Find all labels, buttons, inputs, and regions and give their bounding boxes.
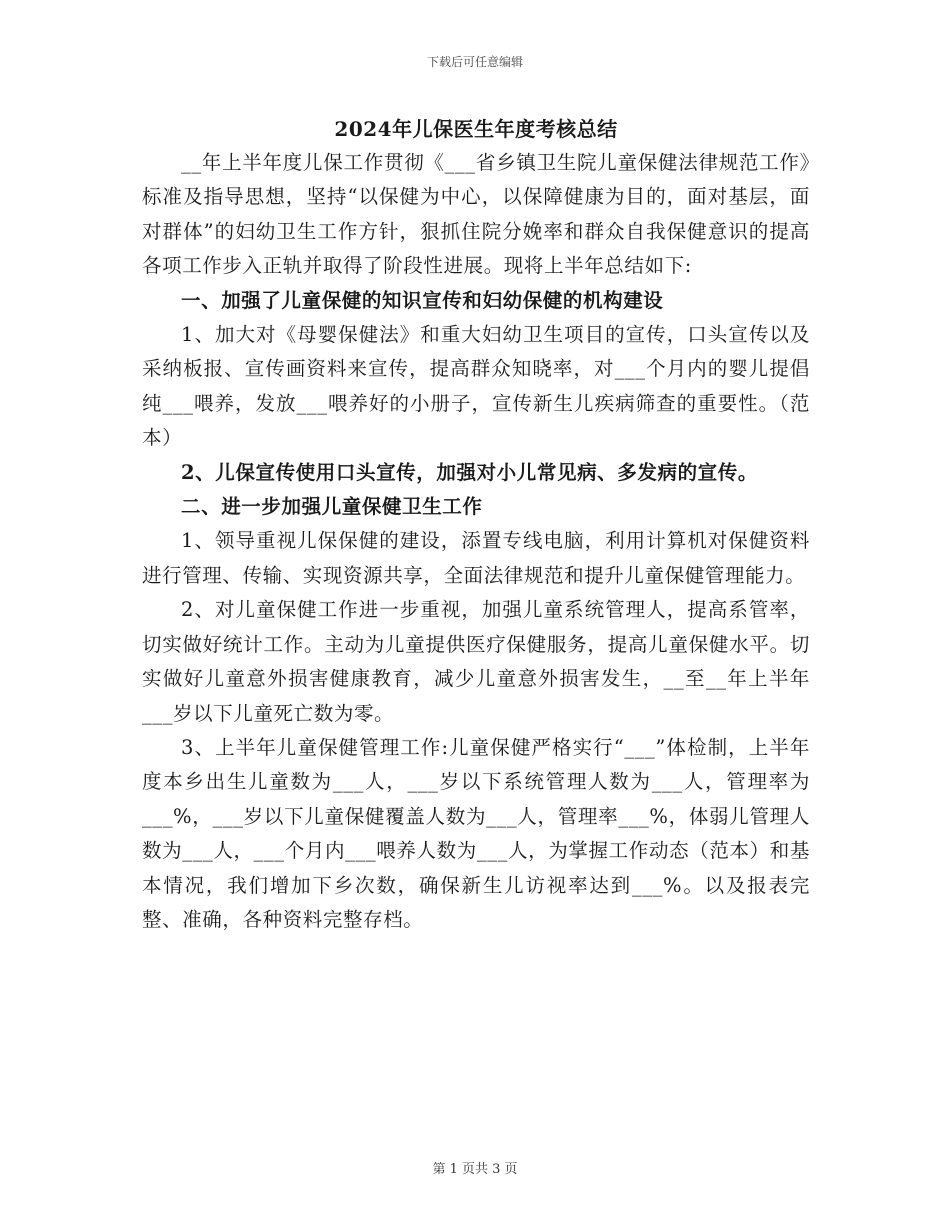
document-body xyxy=(142,112,810,937)
intro-paragraph: __年上半年度儿保工作贯彻《___省乡镇卫生院儿童保健法律规范工作》标准及指导思想，坚持“以保健为中心，以保障健康为目的，面对基层，面对群体”的妇幼卫生工作方针，狠抓住院分娩率和群众自我保健意识的提高各项工作步入正轨并取得了阶段性进展。现将上半年总结如下: xyxy=(142,151,810,278)
section-heading-1: 一、加强了儿童保健的知识宣传和妇幼保健的机构建设 xyxy=(181,288,664,312)
page-number-footer: 第 1 页共 3 页 xyxy=(432,1162,518,1177)
paragraph-2-1: 1、领导重视儿保保健的建设，添置专线电脑，利用计算机对保健资料进行管理、传输、实现资源共享，全面法律规范和提升儿童保健管理能力。 xyxy=(142,529,810,587)
document-title: 2024年儿保医生年度考核总结 xyxy=(334,117,618,141)
paragraph-2-2: 2、对儿童保健工作进一步重视，加强儿童系统管理人，提高系管率，切实做好统计工作。主动为儿童提供医疗保健服务，提高儿童保健水平。切实做好儿童意外损害健康教育，减少儿童意外损害发生，__至__年上半年___岁以下儿童死亡数为零。 xyxy=(142,598,810,725)
paragraph-1-1: 1、加大对《母婴保健法》和重大妇幼卫生项目的宣传，口头宣传以及采纳板报、宣传画资料来宣传，提高群众知晓率，对___个月内的婴儿提倡纯___喂养，发放___喂养好的小册子，宣传新生儿疾病筛查的重要性。（范本） xyxy=(142,323,810,450)
page-header-note: 下载后可任意编辑 xyxy=(426,55,523,69)
section-heading-2: 二、进一步加强儿童保健卫生工作 xyxy=(181,495,483,519)
paragraph-2-3: 3、上半年儿童保健管理工作:儿童保健严格实行“___”体检制，上半年度本乡出生儿童数为___人，___岁以下系统管理人数为___人，管理率为___%，___岁以下儿童保健覆盖人数为___人，管理率___%，体弱儿管理人数为___人，___个月内___喂养人数为___人，为掌握工作动态（范本）和基本情况，我们增加下乡次数，确保新生儿访视率达到___%。以及报表完整、准确，各种资料完整存档。 xyxy=(142,735,810,931)
bold-item-1-2: 2、儿保宣传使用口头宣传，加强对小儿常见病、多发病的宣传。 xyxy=(181,460,758,484)
